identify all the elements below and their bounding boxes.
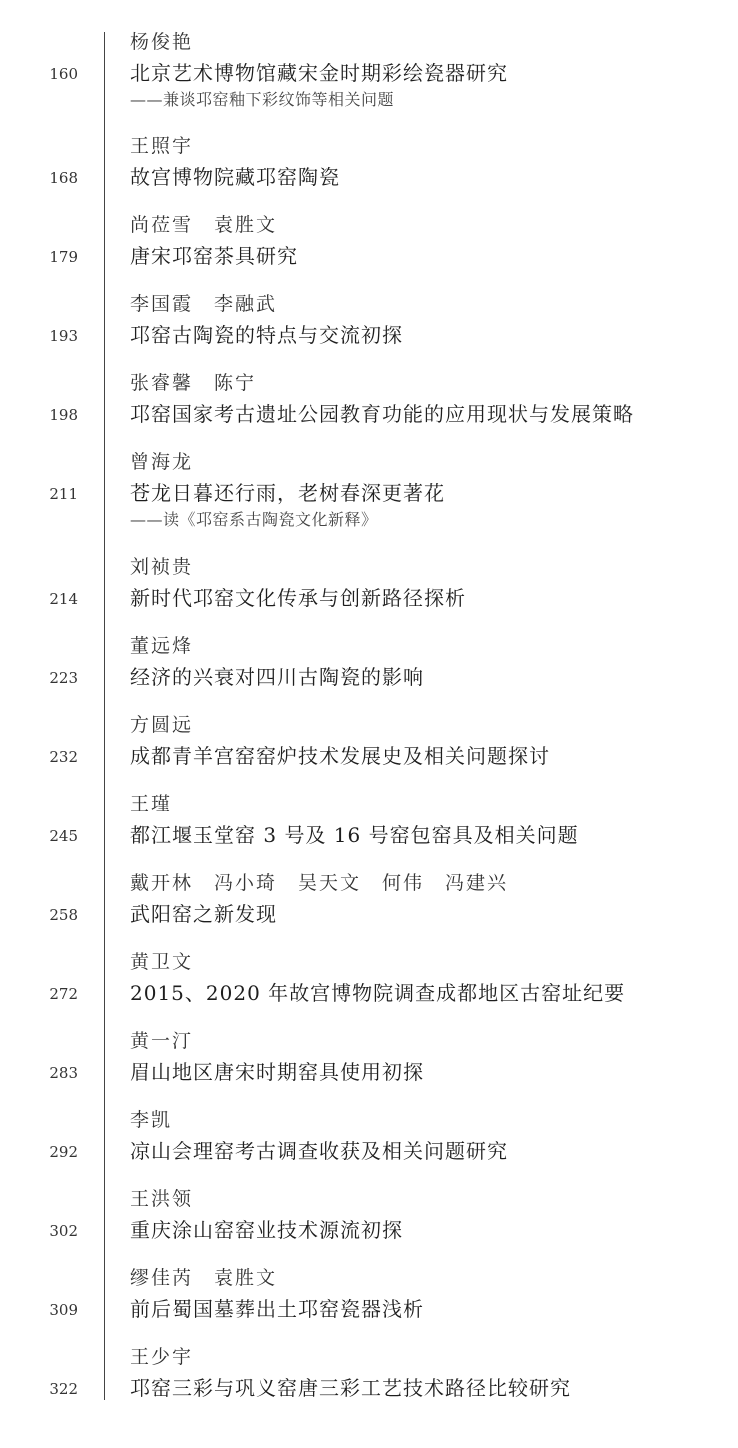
entry-title: 新时代邛窑文化传承与创新路径探析 xyxy=(130,586,466,610)
entry-title: 北京艺术博物馆藏宋金时期彩绘瓷器研究 xyxy=(130,61,508,85)
entry-page-number: 292 xyxy=(49,1143,78,1161)
entry-title: 故宫博物院藏邛窑陶瓷 xyxy=(130,165,340,189)
entry-author: 杨俊艳 xyxy=(130,31,194,53)
entry-page-number: 214 xyxy=(49,590,78,608)
entry-author: 方圆远 xyxy=(130,714,194,736)
entry-title: 唐宋邛窑茶具研究 xyxy=(130,244,298,268)
entry-title: 2015、2020 年故宫博物院调查成都地区古窑址纪要 xyxy=(130,981,626,1005)
entry-author: 李凯 xyxy=(130,1109,173,1131)
entry-page-number: 168 xyxy=(49,169,78,187)
entry-author: 王少宇 xyxy=(130,1346,194,1368)
entry-title: 邛窑古陶瓷的特点与交流初探 xyxy=(130,323,403,347)
entry-author: 曾海龙 xyxy=(130,451,194,473)
entry-page-number: 322 xyxy=(49,1380,78,1398)
entry-page-number: 283 xyxy=(49,1064,78,1082)
entry-author: 缪佳芮 袁胜文 xyxy=(130,1267,278,1289)
entry-author: 刘祯贵 xyxy=(130,556,194,578)
entry-title: 重庆涂山窑窑业技术源流初探 xyxy=(130,1218,403,1242)
entry-page-number: 302 xyxy=(49,1222,78,1240)
entry-page-number: 232 xyxy=(49,748,78,766)
entry-page-number: 258 xyxy=(49,906,78,924)
entry-page-number: 245 xyxy=(49,827,78,845)
entry-page-number: 160 xyxy=(49,65,78,83)
entry-title: 都江堰玉堂窑 3 号及 16 号窑包窑具及相关问题 xyxy=(130,823,579,847)
entry-title: 凉山会理窑考古调查收获及相关问题研究 xyxy=(130,1139,508,1163)
entry-page-number: 211 xyxy=(49,485,78,503)
entry-title: 邛窑三彩与巩义窑唐三彩工艺技术路径比较研究 xyxy=(130,1376,571,1400)
entry-author: 戴开林 冯小琦 吴天文 何伟 冯建兴 xyxy=(130,872,509,894)
entry-title: 苍龙日暮还行雨，老树春深更著花 xyxy=(130,481,445,505)
entry-author: 李国霞 李融武 xyxy=(130,293,278,315)
entry-author: 王瑾 xyxy=(130,793,173,815)
entry-author: 黄一汀 xyxy=(130,1030,194,1052)
vertical-divider xyxy=(104,32,105,1400)
entry-subtitle: ——读《邛窑系古陶瓷文化新释》 xyxy=(130,510,378,529)
entry-page-number: 193 xyxy=(49,327,78,345)
entry-author: 张睿馨 陈宁 xyxy=(130,372,257,394)
entry-page-number: 272 xyxy=(49,985,78,1003)
entry-author: 王照宇 xyxy=(130,135,194,157)
entry-page-number: 198 xyxy=(49,406,78,424)
entry-page-number: 309 xyxy=(49,1301,78,1319)
entry-title: 邛窑国家考古遗址公园教育功能的应用现状与发展策略 xyxy=(130,402,634,426)
entry-title: 武阳窑之新发现 xyxy=(130,902,277,926)
entry-title: 经济的兴衰对四川古陶瓷的影响 xyxy=(130,665,424,689)
entry-title: 成都青羊宫窑窑炉技术发展史及相关问题探讨 xyxy=(130,744,550,768)
entry-page-number: 179 xyxy=(49,248,78,266)
entry-page-number: 223 xyxy=(49,669,78,687)
entry-subtitle: ——兼谈邛窑釉下彩纹饰等相关问题 xyxy=(130,90,395,109)
entry-author: 尚莅雪 袁胜文 xyxy=(130,214,278,236)
entry-author: 董远烽 xyxy=(130,635,194,657)
entry-title: 前后蜀国墓葬出土邛窑瓷器浅析 xyxy=(130,1297,424,1321)
entry-author: 黄卫文 xyxy=(130,951,194,973)
entry-author: 王洪领 xyxy=(130,1188,194,1210)
entry-title: 眉山地区唐宋时期窑具使用初探 xyxy=(130,1060,424,1084)
